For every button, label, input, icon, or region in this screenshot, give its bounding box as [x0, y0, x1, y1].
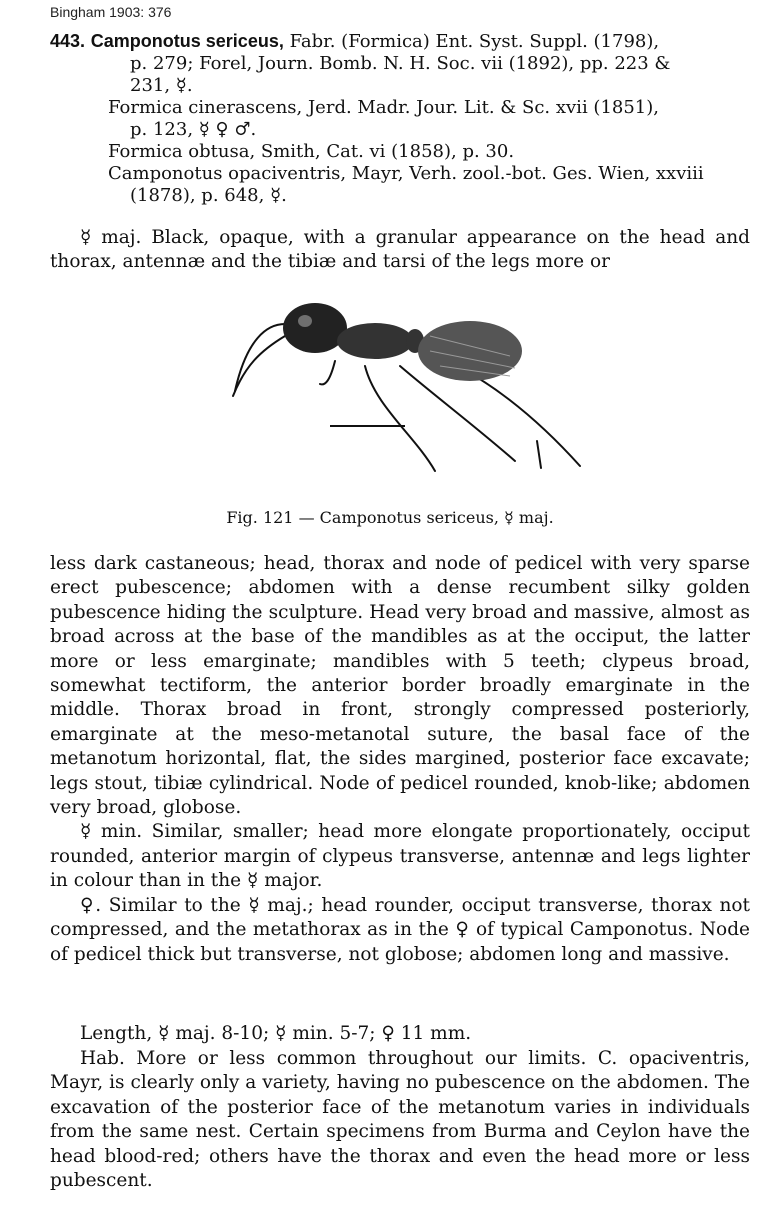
description-female: ♀. Similar to the ☿ maj.; head rounder, occiput transverse, thorax not compressed, and the metathorax as in the ♀ of typical Camponotus. Node of pedicel thick but transverse, not globose; abdomen long and massive. [50, 894, 750, 965]
intro-paragraph [50, 226, 750, 275]
citation-line-3: 231, ☿. [130, 75, 193, 96]
description-body [50, 552, 750, 967]
measurements: Length, ☿ maj. 8-10; ☿ min. 5-7; ♀ 11 mm. [80, 1023, 472, 1044]
habitat: Hab. More or less common throughout our limits. C. opaciventris, Mayr, is clearly only a variety, having no pubescence on the abdomen. The excavation of the posterior face of the metanotum varies in individuals from the same nest. Certain specimens from Burma and Ceylon have the head blood-red; others have the thorax and even the head more or less pubescent. [50, 1047, 750, 1191]
intro-text: ☿ maj. Black, opaque, with a granular appearance on the head and thorax, antennæ and the tibiæ and tarsi of the legs more or [50, 227, 750, 273]
figure-caption: Fig. 121 — Camponotus sericeus, ☿ maj. [226, 508, 554, 527]
ant-illustration-icon [225, 296, 585, 476]
description-minor: ☿ min. Similar, smaller; head more elongate proportionately, occiput rounded, anterior margin of clypeus transverse, antennæ and legs lighter in colour than in the ☿ major. [50, 821, 750, 892]
citation-line-1: Fabr. (Formica) Ent. Syst. Suppl. (1798), [289, 31, 660, 52]
measurements-and-habitat [50, 1022, 750, 1194]
synonym-cinerascens-cont: p. 123, ☿ ♀ ♂. [130, 119, 257, 140]
species-heading [50, 30, 750, 53]
synonym-cinerascens: Formica cinerascens, Jerd. Madr. Jour. Lit. & Sc. xvii (1851), [108, 97, 659, 118]
synonym-opaciventris: Camponotus opaciventris, Mayr, Verh. zool.-bot. Ges. Wien, xxviii [108, 163, 704, 184]
species-name: Camponotus sericeus, [90, 31, 284, 51]
synonym-obtusa: Formica obtusa, Smith, Cat. vi (1858), p. 30. [108, 141, 515, 162]
species-number: 443. [50, 31, 86, 51]
citation-line-2: p. 279; Forel, Journ. Bomb. N. H. Soc. vii (1892), pp. 223 & [130, 53, 671, 74]
description-major-cont: less dark castaneous; head, thorax and node of pedicel with very sparse erect pubescence; abdomen with a dense recumbent silky golden pubescence hiding the sculpture. Head very broad and massive, almost as broad across at the base of the mandibles as at the occiput, the latter more or less emarginate; mandibles with 5 teeth; clypeus broad, somewhat tectiform, the anterior border broadly emarginate in the middle. Thorax broad in front, strongly compressed posteriorly, emarginate at the meso-metanotal suture, the basal face of the metanotum horizontal, flat, the sides margined, posterior face excavate; legs stout, tibiæ cylindrical. Node of pedicel rounded, knob-like; abdomen very broad, globose. [50, 553, 750, 819]
species-synonymy [50, 30, 750, 207]
page-header: Bingham 1903: 376 [50, 4, 172, 20]
synonym-opaciventris-cont: (1878), p. 648, ☿. [130, 185, 287, 206]
